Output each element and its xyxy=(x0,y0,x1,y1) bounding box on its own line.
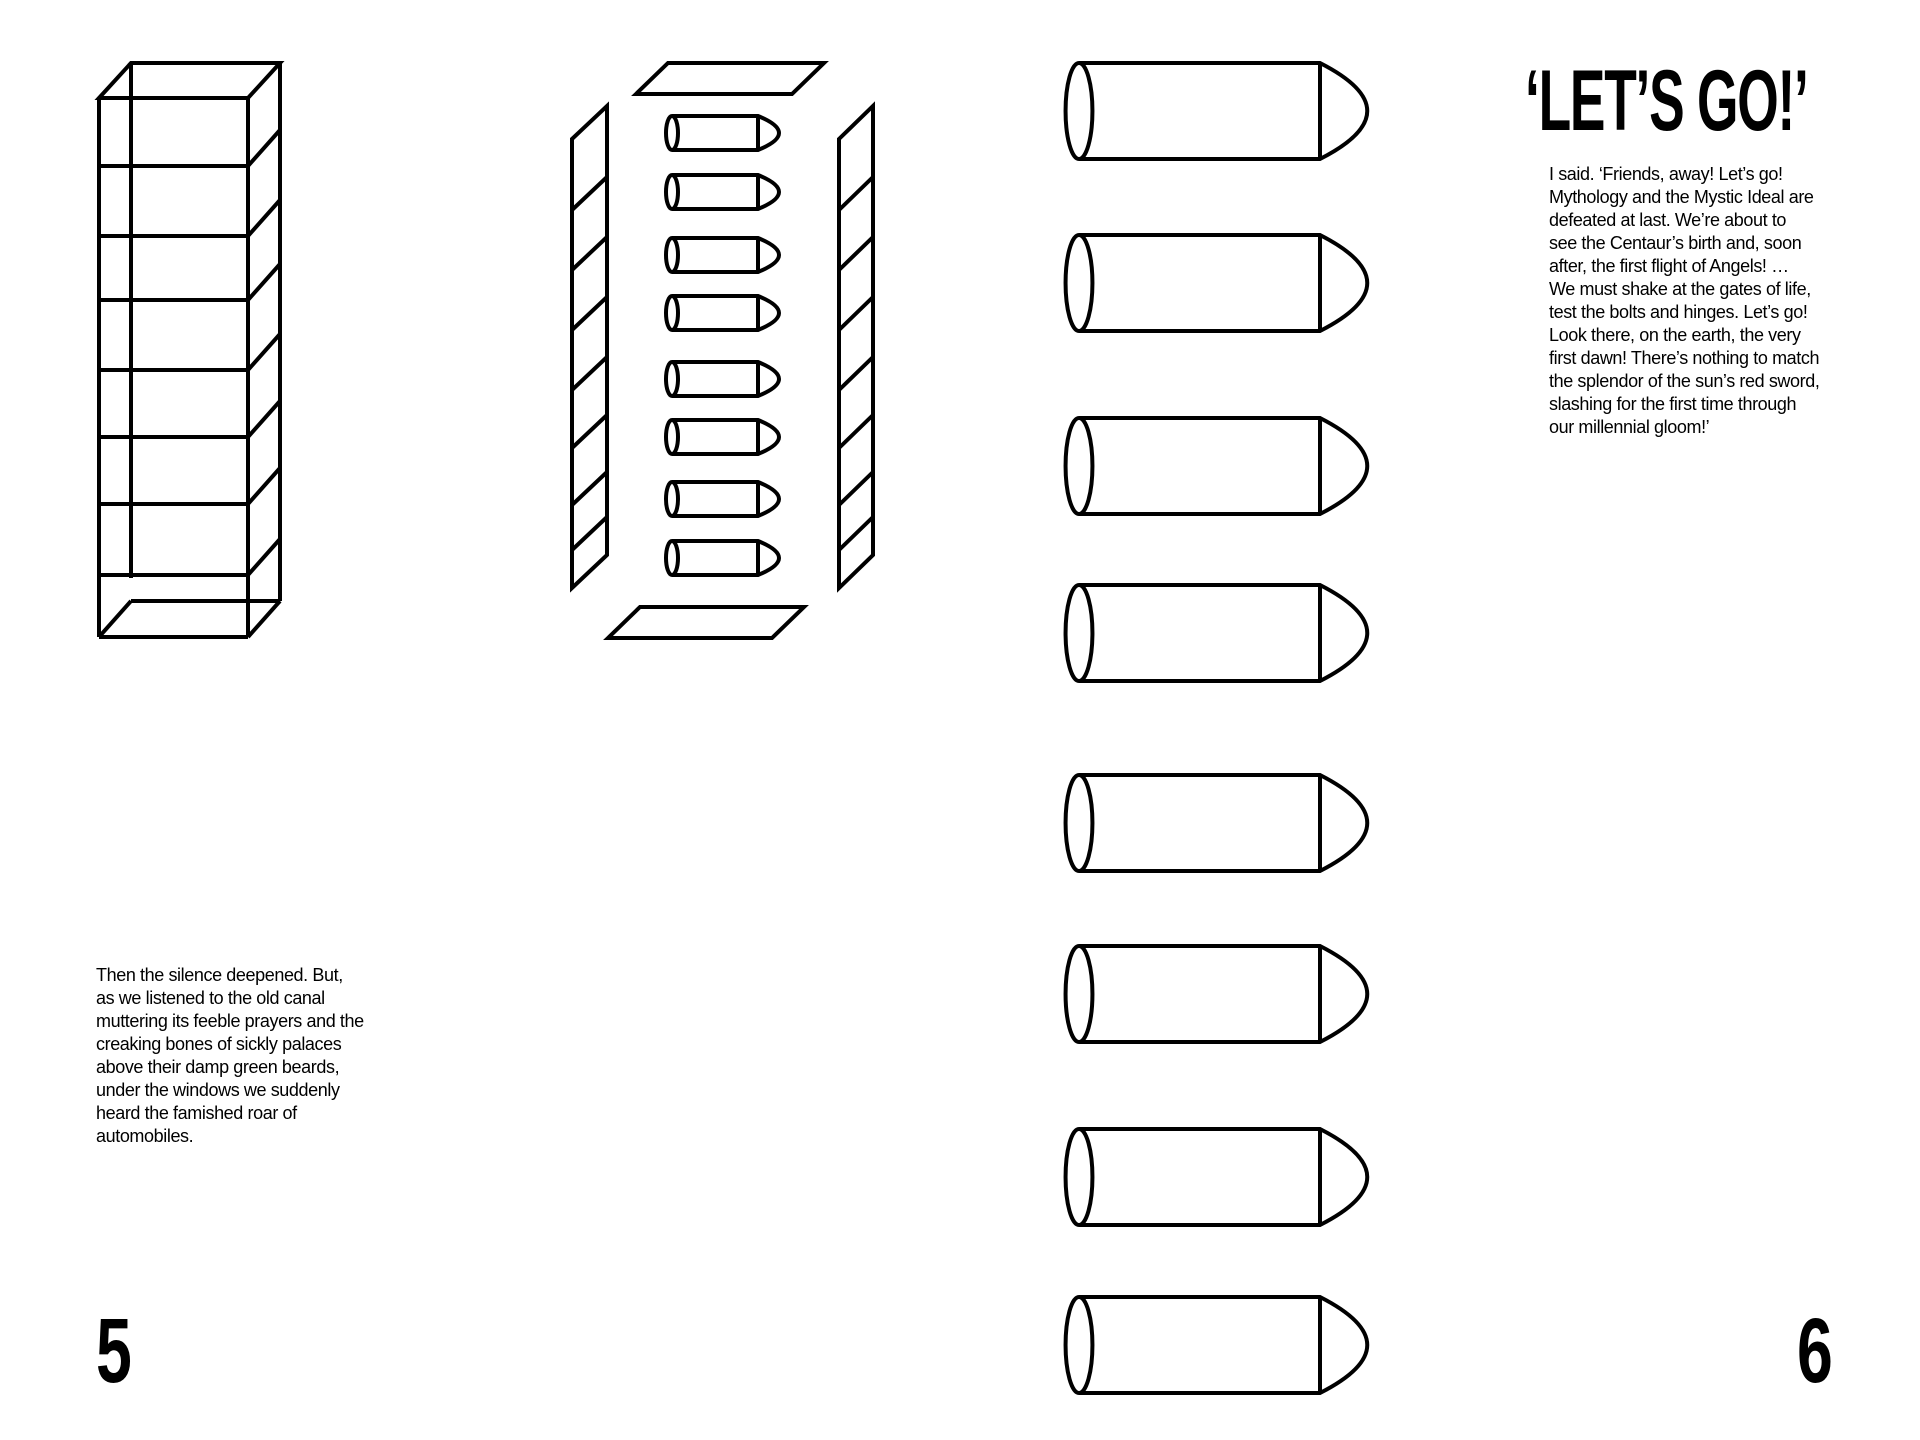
page-number-left: 5 xyxy=(96,1300,132,1402)
exploded-box-bottom xyxy=(608,607,804,638)
large-bullet xyxy=(1066,235,1368,331)
tower-grid-line xyxy=(99,264,280,300)
panel-hatch-line xyxy=(572,517,607,550)
exploded-box-left-panel xyxy=(572,106,607,588)
large-bullet xyxy=(1066,775,1368,871)
small-bullet xyxy=(666,296,779,330)
tower-grid-line xyxy=(99,468,280,504)
small-bullet xyxy=(666,362,779,396)
small-bullet xyxy=(666,116,779,150)
large-bullet xyxy=(1066,1297,1368,1393)
headline: ‘LET’S GO!’ xyxy=(1525,53,1808,149)
tower-grid-line xyxy=(99,200,280,236)
panel-hatch-line xyxy=(572,177,607,210)
tower-grid-line xyxy=(99,401,280,437)
panel-hatch-line xyxy=(839,357,873,390)
panel-hatch-line xyxy=(839,177,873,210)
large-bullet xyxy=(1066,946,1368,1042)
page-number-right: 6 xyxy=(1797,1300,1833,1402)
small-bullet xyxy=(666,482,779,516)
silence-paragraph: Then the silence deepened. But, as we listened to the old canal muttering its feeble prayers and the creaking bones of sickly palaces above their damp green beards, under the windows we suddenly heard the famished roar of automobiles. xyxy=(96,965,364,1146)
panel-hatch-line xyxy=(839,415,873,448)
panel-hatch-line xyxy=(839,237,873,270)
small-bullet xyxy=(666,175,779,209)
tower-grid-line xyxy=(99,334,280,370)
panel-hatch-line xyxy=(572,237,607,270)
large-bullet xyxy=(1066,418,1368,514)
wireframe-tower xyxy=(99,63,280,637)
quote-paragraph: I said. ‘Friends, away! Let’s go! Mythology and the Mystic Ideal are defeated at last. We’re about to see the Centaur’s birth and, soon after, the first flight of Angels! … We must shake at the gates of life, test the bolts and hinges. Let’s go! Look there, on the earth, the very first dawn! There’s nothing to match the splendor of the sun’s red sword, slashing for the first time through our millennial gloom!’ xyxy=(1549,164,1820,437)
large-bullet xyxy=(1066,1129,1368,1225)
exploded-box-top xyxy=(636,63,824,94)
panel-hatch-line xyxy=(839,297,873,330)
small-bullet-group xyxy=(666,116,779,575)
panel-hatch-line xyxy=(572,297,607,330)
large-bullet xyxy=(1066,585,1368,681)
tower-grid-line xyxy=(99,130,280,166)
large-bullet xyxy=(1066,63,1368,159)
panel-hatch-line xyxy=(839,517,873,550)
panel-hatch-line xyxy=(572,472,607,505)
small-bullet xyxy=(666,541,779,575)
tower-grid-lines xyxy=(99,130,280,575)
exploded-box-right-panel xyxy=(839,106,873,588)
small-bullet xyxy=(666,420,779,454)
large-bullet-column xyxy=(1066,63,1368,1393)
panel-hatch-line xyxy=(572,415,607,448)
panel-hatch-line xyxy=(839,472,873,505)
panel-hatch-line xyxy=(572,357,607,390)
exploded-box xyxy=(572,63,873,638)
tower-grid-line xyxy=(99,539,280,575)
small-bullet xyxy=(666,238,779,272)
